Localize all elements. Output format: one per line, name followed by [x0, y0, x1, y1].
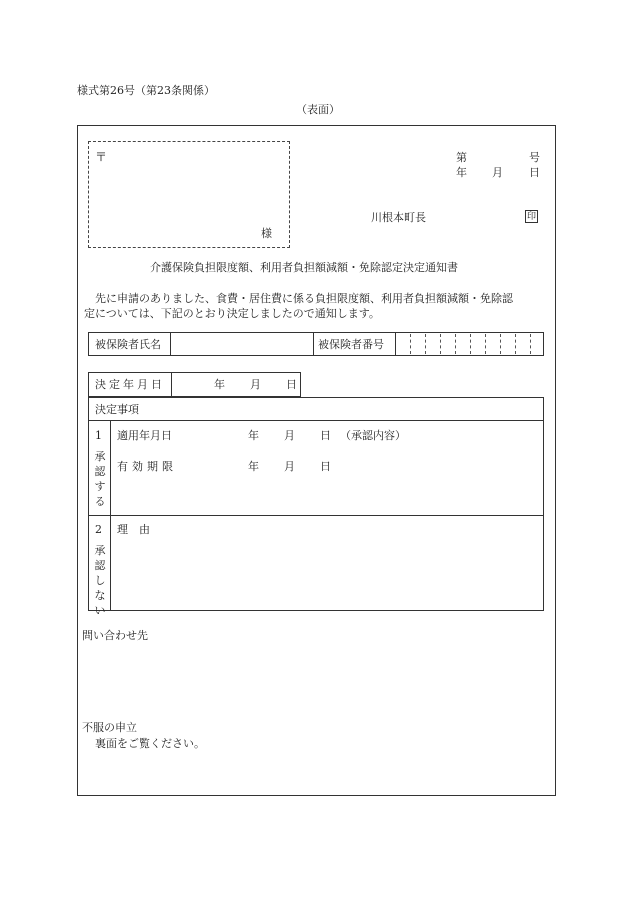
number-suffix: 号	[529, 151, 540, 164]
digit-separator	[530, 334, 531, 354]
approved-content-note: （承認内容）	[340, 429, 406, 442]
document-title: 介護保険負担限度額、利用者負担額減額・免除認定決定通知書	[150, 261, 458, 274]
address-box	[88, 141, 290, 248]
contact-label: 問い合わせ先	[82, 629, 148, 642]
digit-separator	[470, 334, 471, 354]
rejected-number: 2	[95, 523, 102, 536]
digit-separator	[410, 334, 411, 354]
digit-separator	[515, 334, 516, 354]
body-line-2: 定については、下記のとおり決定しましたので通知します。	[84, 307, 380, 320]
digit-separator	[500, 334, 501, 354]
decision-date-label: 決定年月日	[95, 378, 165, 391]
digit-separator	[455, 334, 456, 354]
validity-month: 月	[284, 460, 295, 473]
approved-side-label: 承認する	[94, 450, 106, 508]
validity-day: 日	[320, 460, 331, 473]
validity-year: 年	[248, 460, 259, 473]
applied-date-label: 適用年月日	[117, 429, 172, 442]
validity-label: 有効期限	[117, 460, 177, 473]
form-number: 様式第26号（第23条関係）	[77, 84, 215, 97]
insured-name-label: 被保険者氏名	[95, 338, 161, 351]
seal-mark: 印	[526, 212, 536, 222]
decision-month: 月	[250, 378, 261, 391]
applied-day: 日	[320, 429, 331, 442]
divider	[110, 420, 111, 611]
insured-number-label: 被保険者番号	[318, 338, 384, 351]
body-line-1: 先に申請のありました、食費・居住費に係る負担限度額、利用者負担額減額・免除認	[95, 292, 513, 305]
reason-field[interactable]	[112, 540, 542, 609]
decision-day: 日	[286, 378, 297, 391]
applied-year: 年	[248, 429, 259, 442]
honorific: 様	[261, 227, 272, 240]
appeal-label: 不服の申立	[82, 721, 137, 734]
divider	[313, 332, 314, 356]
applied-month: 月	[284, 429, 295, 442]
side-label: （表面）	[296, 103, 340, 116]
decision-items-label: 決定事項	[95, 403, 139, 416]
issuer-name: 川根本町長	[371, 211, 426, 224]
approved-number: 1	[95, 429, 102, 442]
postal-mark: 〒	[95, 150, 108, 164]
divider	[88, 420, 544, 421]
divider	[88, 515, 544, 516]
issue-month: 月	[492, 166, 503, 179]
digit-separator	[440, 334, 441, 354]
insured-name-field[interactable]	[171, 333, 312, 355]
rejected-side-label: 承認しない	[94, 544, 106, 617]
appeal-text: 裏面をご覧ください。	[95, 737, 205, 750]
digit-separator	[425, 334, 426, 354]
divider	[171, 372, 172, 397]
decision-year: 年	[214, 378, 225, 391]
reason-label: 理 由	[117, 523, 150, 536]
issue-day: 日	[529, 166, 540, 179]
number-prefix: 第	[456, 151, 467, 164]
issue-year: 年	[456, 166, 467, 179]
digit-separator	[485, 334, 486, 354]
